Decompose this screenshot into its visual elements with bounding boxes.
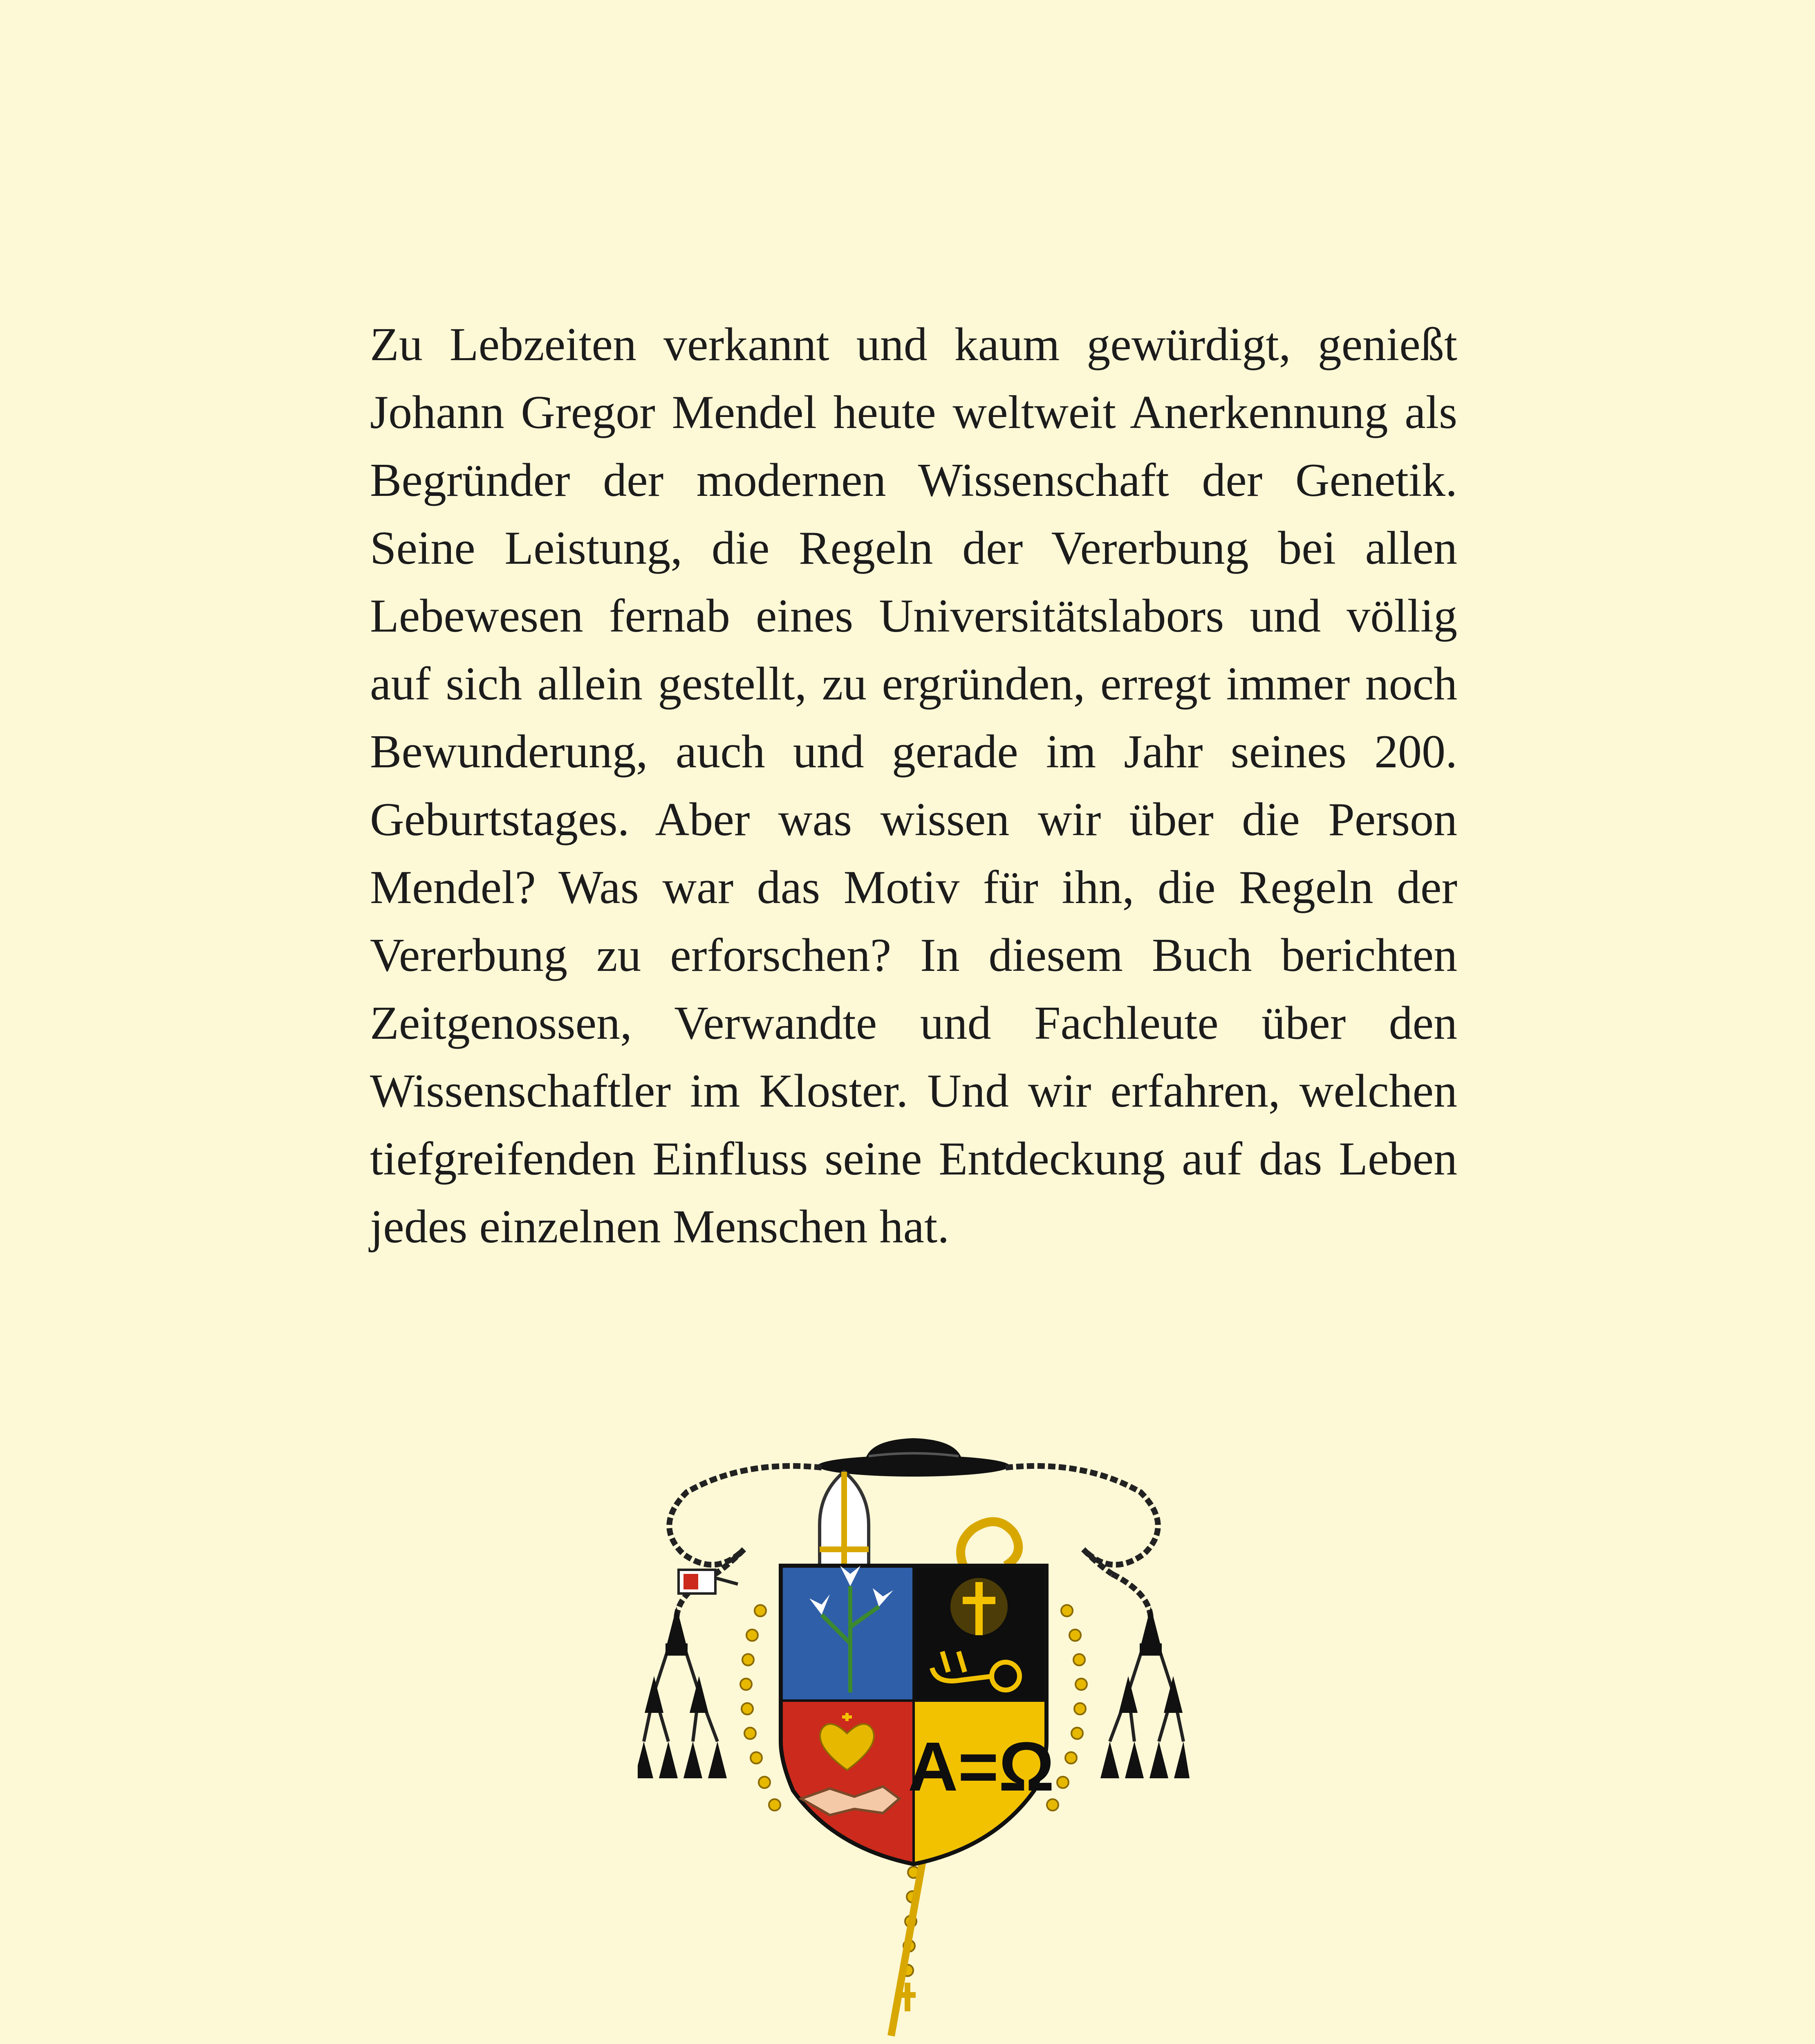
- flag-icon: [679, 1570, 738, 1594]
- shield-motto: A=Ω: [908, 1728, 1055, 1806]
- radiant-cross-icon: [950, 1578, 1008, 1635]
- coat-of-arms: [638, 1431, 1190, 2044]
- coat-of-arms-graphic: [638, 1431, 1190, 2044]
- back-cover-blurb: Zu Lebzeiten verkannt und kaum gewürdigt, genießt Johann Gregor Mendel heute weltweit Anerkennung als Begründer der modernen Wissenschaft der Genetik. Seine Leistung, die Regeln der Vererbung bei allen Lebewesen fernab eines Universitätslabors und völlig auf sich allein gestellt, zu ergründen, erregt immer noch Bewunderung, auch und gerade im Jahr seines 200. Geburtstages. Aber was wissen wir über die Person Mendel? Was war das Motiv für ihn, die Regeln der Vererbung zu erforschen? In diesem Buch berichten Zeitgenossen, Verwandte und Fachleute über den Wissenschaftler im Kloster. Und wir erfahren, welchen tiefgreifenden Einfluss seine Entdeckung auf das Leben jedes einzelnen Menschen hat.: [370, 318, 1457, 1253]
- galero-hat-icon: [818, 1438, 1010, 1477]
